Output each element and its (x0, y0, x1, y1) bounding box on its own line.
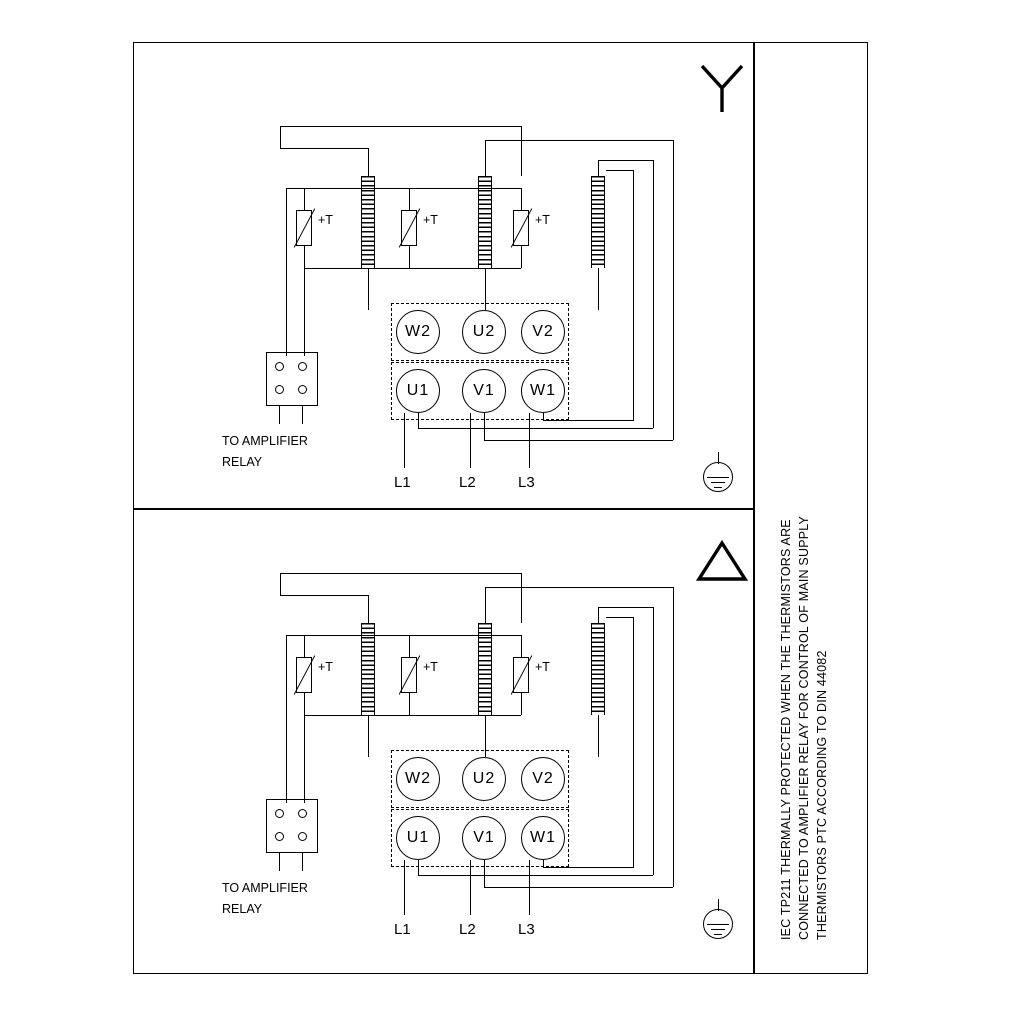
coil-w2: W2 (396, 757, 440, 801)
coil-w1: W1 (521, 816, 565, 860)
terminal-label-line2: RELAY (222, 455, 263, 469)
note-line-1: IEC TP211 THERMALLY PROTECTED WHEN THE THERMISTORS ARE (779, 519, 793, 940)
thermistor-label-2: +T (423, 213, 438, 227)
thermistor-label-2: +T (423, 660, 438, 674)
coil-v2: V2 (521, 310, 565, 354)
supply-label-l2: L2 (459, 921, 476, 938)
note-line-2: CONNECTED TO AMPLIFIER RELAY FOR CONTROL OF MAIN SUPPLY (797, 515, 811, 940)
coil-u2: U2 (462, 310, 506, 354)
terminal-label-line1: TO AMPLIFIER (222, 434, 308, 448)
coil-v2: V2 (521, 757, 565, 801)
coil-w2: W2 (396, 310, 440, 354)
supply-label-l2: L2 (459, 474, 476, 491)
coil-v1: V1 (462, 369, 506, 413)
terminal-label-line2: RELAY (222, 902, 263, 916)
coil-u1: U1 (396, 816, 440, 860)
winding-1 (361, 623, 375, 715)
thermistor-label-1: +T (318, 660, 333, 674)
winding-3 (591, 623, 605, 715)
supply-label-l3: L3 (518, 921, 535, 938)
winding-1 (361, 176, 375, 268)
panel-delta (0, 447, 1024, 977)
coil-u2: U2 (462, 757, 506, 801)
delta-symbol (696, 540, 748, 582)
coil-w1: W1 (521, 369, 565, 413)
thermistor-label-1: +T (318, 213, 333, 227)
winding-2 (478, 623, 492, 715)
coil-u1: U1 (396, 369, 440, 413)
coil-v1: V1 (462, 816, 506, 860)
thermistor-label-3: +T (535, 213, 550, 227)
winding-3 (591, 176, 605, 268)
star-symbol (698, 62, 746, 114)
supply-label-l1: L1 (394, 474, 411, 491)
note-line-3: THERMISTORS PTC ACCORDING TO DIN 44082 (815, 650, 829, 940)
terminal-label-line1: TO AMPLIFIER (222, 881, 308, 895)
panel-star (0, 0, 1024, 508)
supply-label-l1: L1 (394, 921, 411, 938)
winding-2 (478, 176, 492, 268)
thermistor-label-3: +T (535, 660, 550, 674)
supply-label-l3: L3 (518, 474, 535, 491)
